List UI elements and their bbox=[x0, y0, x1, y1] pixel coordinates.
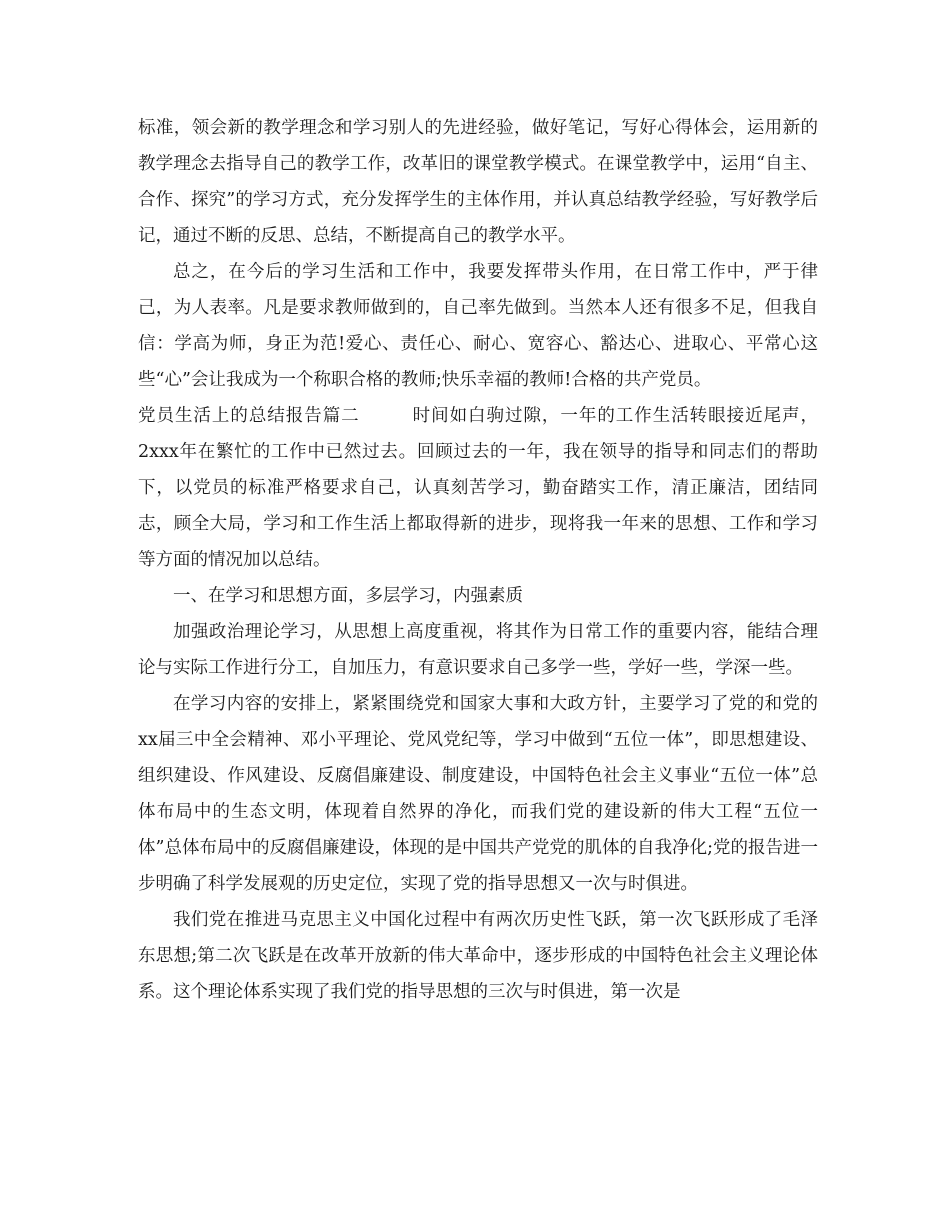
paragraph-3-body: 时间如白驹过隙，一年的工作生活转眼接近尾声，2xxx年在繁忙的工作中已然过去。回顾过去的一年，我在领导的指导和同志们的帮助下，以党员的标准严格要求自己，认真刻苦学习，勤奋踏实工作，清正廉洁，团结同志，顾全大局，学习和工作生活上都取得新的进步，现将我一年来的思想、工作和学习等方面的情况加以总结。 bbox=[138, 406, 819, 570]
paragraph-6: 在学习内容的安排上，紧紧围绕党和国家大事和大政方针，主要学习了党的和党的xx届三中全会精神、邓小平理论、党风党纪等，学习中做到“五位一体”，即思想建设、组织建设、作风建设、反腐倡廉建设、制度建设，中国特色社会主义事业“五位一体”总体布局中的生态文明，体现着自然界的净化，而我们党的建设新的伟大工程“五位一体”总体布局中的反腐倡廉建设，体现的是中国共产党党的肌体的自我净化;党的报告进一步明确了科学发展观的历史定位，实现了党的指导思想又一次与时俱进。 bbox=[138, 694, 818, 894]
paragraph-3 bbox=[138, 398, 818, 578]
paragraph-7: 我们党在推进马克思主义中国化过程中有两次历史性飞跃，第一次飞跃形成了毛泽东思想;第二次飞跃是在改革开放新的伟大革命中，逐步形成的中国特色社会主义理论体系。这个理论体系实现了我们党的指导思想的三次与时俱进，第一次是 bbox=[138, 910, 818, 1002]
paragraph-2: 总之，在今后的学习生活和工作中，我要发挥带头作用，在日常工作中，严于律己，为人表率。凡是要求教师做到的，自己率先做到。当然本人还有很多不足，但我自信：学高为师，身正为范!爱心、责任心、耐心、宽容心、豁达心、进取心、平常心这些“心”会让我成为一个称职合格的教师;快乐幸福的教师!合格的共产党员。 bbox=[138, 262, 818, 390]
section-heading: 党员生活上的总结报告篇二 bbox=[138, 406, 360, 426]
paragraph-5: 加强政治理论学习，从思想上高度重视，将其作为日常工作的重要内容，能结合理论与实际工作进行分工，自加压力，有意识要求自己多学一些，学好一些，学深一些。 bbox=[138, 622, 818, 678]
section-subheading: 一、在学习和思想方面，多层学习，内强素质 bbox=[173, 586, 523, 606]
document-page bbox=[138, 110, 818, 1010]
paragraph-1: 标准，领会新的教学理念和学习别人的先进经验，做好笔记，写好心得体会，运用新的教学理念去指导自己的教学工作，改革旧的课堂教学模式。在课堂教学中，运用“自主、合作、探究”的学习方式，充分发挥学生的主体作用，并认真总结教学经验，写好教学后记，通过不断的反思、总结，不断提高自己的教学水平。 bbox=[138, 118, 818, 246]
